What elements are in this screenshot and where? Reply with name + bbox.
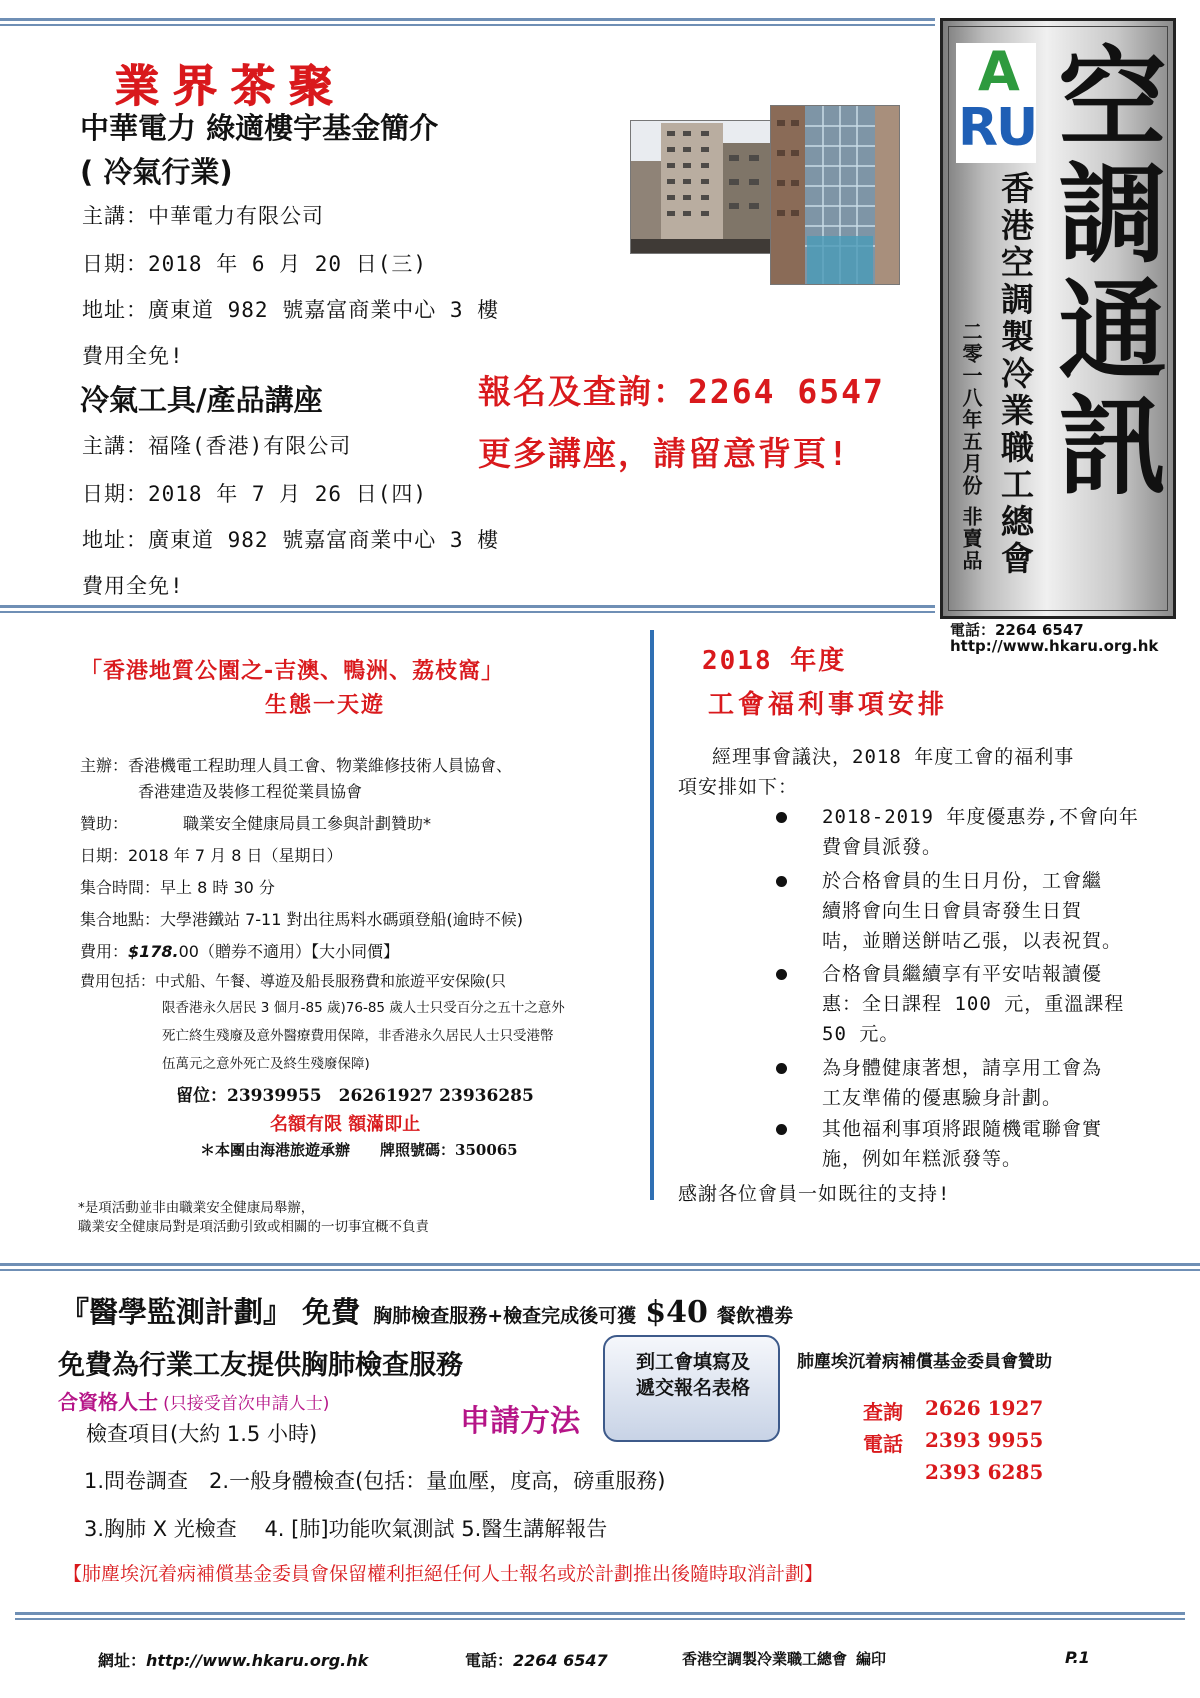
middle-rule (0, 605, 935, 613)
welfare-item-text: 費會員派發。 (822, 836, 943, 858)
logo-line-2: RU (958, 98, 1037, 158)
lower-rule (0, 1263, 1200, 1271)
enquiry-phone-2: 2393 9955 (925, 1428, 1044, 1452)
footer (98, 1648, 368, 1671)
welfare-item-text: 為身體健康著想，請享用工會為 (822, 1057, 1103, 1079)
tour-date: 日期：2018 年 7 月 8 日（星期日） (80, 846, 343, 865)
masthead-org-name: 香港空調製冷業職工總會 (996, 171, 1035, 578)
tour-includes-1: 費用包括：中式船、午餐、導遊及船長服務費和旅遊平安保險(只 (80, 972, 506, 990)
tour-subtitle: 生態一天遊 (265, 693, 386, 718)
eligible-label: 合資格人士 (58, 1390, 158, 1414)
welfare-title-year: 2018 年度 (702, 646, 847, 676)
welfare-item-text: 續將會向生日會員寄發生日賀 (822, 900, 1083, 922)
tour-organizer-1: 主辦：香港機電工程助理人員工會、物業維修技術人員協會、 (80, 756, 513, 775)
tour-agency: ＊本團由海港旅遊承辦 牌照號碼：350065 (200, 1141, 518, 1159)
check-items-line-2: 3.胸肺 X 光檢查 4. [肺]功能吹氣測試 5.醫生講解報告 (84, 1517, 608, 1541)
footer-page-number: P.1 (1065, 1648, 1090, 1667)
footer-rule (15, 1612, 1185, 1620)
event1-fee: 費用全免! (82, 344, 184, 368)
how-to-apply-label: 申請方法 (460, 1404, 580, 1439)
enquiry-phone-3: 2393 6285 (925, 1460, 1044, 1484)
tour-fee-label: 費用： (80, 942, 129, 961)
tour-organizer-2: 香港建造及裝修工程從業員協會 (138, 782, 363, 801)
tour-fee-rest: 00（贈券不適用）【大小同價】 (178, 942, 399, 961)
section-title-seminars: 業界茶聚 (115, 61, 347, 112)
tour-reserve-phones: 留位：23939955 26261927 23936285 (176, 1086, 534, 1106)
eligibility (58, 1386, 329, 1415)
tour-sponsor: 職業安全健康局員工參與計劃贊助* (183, 814, 432, 833)
event2-title: 冷氣工具/產品講座 (80, 383, 323, 417)
tour-disclaimer-1: *是項活動並非由職業安全健康局舉辦， (78, 1200, 315, 1216)
check-items-line-1: 1.問卷調查 2.一般身體檢查(包括：量血壓，度高，磅重服務) (84, 1469, 666, 1493)
eligible-note: (只接受首次申請人士) (163, 1394, 330, 1414)
medical-headline-main: 『醫學監測計劃』 免費 (60, 1295, 361, 1329)
event1-subtitle: ( 冷氣行業) (80, 155, 233, 189)
tour-fee (80, 938, 399, 965)
column-divider (650, 630, 654, 1200)
more-seminars-note: 更多講座，請留意背頁! (478, 434, 850, 473)
voucher-label: 餐飲禮劵 (716, 1305, 793, 1327)
tour-disclaimer-2: 職業安全健康局對是項活動引致或相關的一切事宜概不負責 (78, 1219, 429, 1235)
welfare-item-text: 合格會員繼續享有平安咭報讀優 (822, 963, 1103, 985)
enquiry-label-2: 電話 (863, 1432, 903, 1456)
check-items-title: 檢查項目(大約 1.5 小時) (86, 1422, 318, 1446)
welfare-item-text: 2018-2019 年度優惠券,不會向年 (822, 806, 1139, 828)
event1-date: 日期：2018 年 6 月 20 日(三) (82, 252, 428, 276)
footer-publisher: 香港空調製冷業職工總會 編印 (682, 1650, 887, 1668)
medical-headline (60, 1290, 793, 1331)
event2-date: 日期：2018 年 7 月 26 日(四) (82, 482, 428, 506)
masthead (940, 18, 1176, 619)
footer-phone-label: 電話： (465, 1651, 514, 1670)
footer-website-label: 網址： (98, 1651, 147, 1670)
welfare-intro-1: 經理事會議決，2018 年度工會的福利事 (712, 746, 1075, 768)
event1-title: 中華電力 綠適樓宇基金簡介 (80, 111, 439, 145)
tour-limited-notice: 名額有限 額滿即止 (270, 1114, 421, 1135)
event2-address: 地址：廣東道 982 號嘉富商業中心 3 樓 (82, 528, 500, 552)
event1-speaker: 主講：中華電力有限公司 (82, 204, 324, 228)
bullet-icon (776, 1124, 787, 1135)
event2-speaker: 主講：福隆(香港)有限公司 (82, 434, 352, 458)
enquiry-hotline: 報名及查詢：2264 6547 (478, 372, 885, 411)
voucher-amount: $40 (645, 1295, 708, 1330)
masthead-title: 空調通訊 (1040, 41, 1166, 505)
event2-fee: 費用全免! (82, 574, 184, 598)
footer-phone: 2264 6547 (513, 1651, 608, 1670)
tour-sponsor-label: 贊助： (80, 814, 129, 833)
welfare-item-text: 於合格會員的生日月份，工會繼 (822, 870, 1103, 892)
tour-meet-time: 集合時間：早上 8 時 30 分 (80, 878, 275, 897)
medical-subheading: 免費為行業工友提供胸肺檢查服務 (58, 1350, 463, 1381)
welfare-item-text: 施，例如年糕派發等。 (822, 1148, 1023, 1170)
welfare-item-text: 惠：全日課程 100 元，重溫課程 (822, 993, 1125, 1015)
welfare-title: 工會福利事項安排 (708, 690, 949, 720)
event1-address: 地址：廣東道 982 號嘉富商業中心 3 樓 (82, 298, 500, 322)
tour-meet-place: 集合地點：大學港鐵站 7-11 對出往馬料水碼頭登船(逾時不候) (80, 910, 523, 929)
tour-includes-4: 伍萬元之意外死亡及終生殘廢保障) (162, 1056, 370, 1072)
tour-includes-3: 死亡終生殘廢及意外醫療費用保障，非香港永久居民人士只受港幣 (162, 1028, 554, 1044)
medical-sponsor: 肺塵埃沉着病補償基金委員會贊助 (797, 1352, 1052, 1372)
tour-title: 「香港地質公園之-吉澳、鴨洲、荔枝窩」 (80, 659, 505, 684)
welfare-item-text: 其他福利事項將跟隨機電聯會實 (822, 1118, 1103, 1140)
enquiry-label-1: 查詢 (863, 1400, 903, 1424)
bullet-icon (776, 969, 787, 980)
how-to-apply-box (603, 1335, 780, 1442)
how-to-apply-text: 到工會填寫及遞交報名表格 (635, 1351, 750, 1399)
building-photo-2 (770, 105, 900, 285)
footer-website: http://www.hkaru.org.hk (146, 1651, 369, 1670)
welfare-item-text: 咭，並贈送餅咭乙張，以表祝賀。 (822, 930, 1123, 952)
masthead-phone: 電話：2264 6547 (950, 621, 1084, 639)
bullet-icon (776, 1063, 787, 1074)
logo-line-1: A (978, 40, 1020, 103)
tour-fee-amount: $178. (128, 942, 179, 961)
bullet-icon (776, 876, 787, 887)
footer-phone-group (465, 1648, 608, 1671)
welfare-intro-2: 項安排如下： (678, 776, 799, 798)
building-photo-1 (630, 120, 772, 254)
tour-includes-2: 限香港永久居民 3 個月-85 歲)76-85 歲人士只受百分之五十之意外 (162, 1000, 565, 1016)
welfare-thanks: 感謝各位會員一如既往的支持! (678, 1183, 951, 1205)
medical-notice: 【肺塵埃沉着病補償基金委員會保留權利拒絕任何人士報名或於計劃推出後隨時取消計劃】 (63, 1563, 824, 1585)
masthead-issue-date: 二零一八年五月份 非賣品 (959, 321, 983, 572)
bullet-icon (776, 812, 787, 823)
medical-headline-sub: 胸肺檢查服務+檢查完成後可獲 (373, 1305, 637, 1327)
aru-logo (956, 40, 1037, 163)
top-rule (0, 18, 935, 26)
welfare-item-text: 50 元。 (822, 1023, 900, 1045)
masthead-website: http://www.hkaru.org.hk (950, 637, 1159, 655)
enquiry-phone-1: 2626 1927 (925, 1396, 1044, 1420)
welfare-item-text: 工友準備的優惠驗身計劃。 (822, 1087, 1063, 1109)
